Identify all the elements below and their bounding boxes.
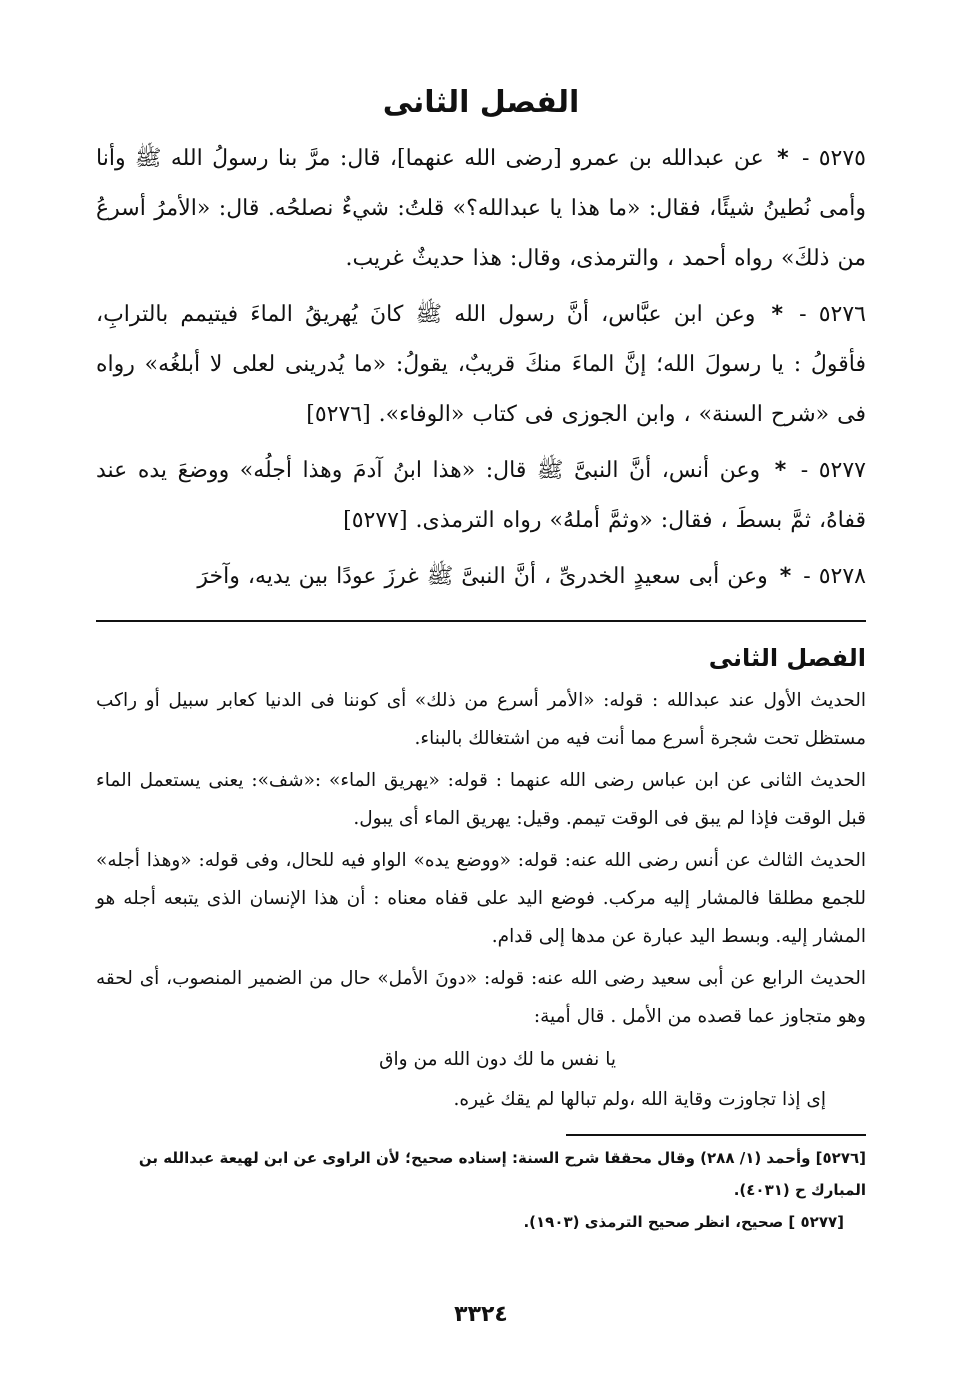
hadith-5278	[96, 552, 866, 602]
commentary-title: الفصل الثانى	[708, 644, 866, 672]
footnote-5276: [٥٢٧٦] وأحمد (١/ ٢٨٨) وقال محققا شرح السنة: إسناده صحيح؛ لأن الراوى عن ابن لهيعة عبدالله بن	[138, 1149, 866, 1167]
page-number: ٣٣٢٤	[454, 1302, 508, 1327]
hadith-star-marker: *	[779, 564, 792, 589]
hadith-5276	[96, 290, 866, 440]
commentary-paragraph: الحديث الثالث عن أنس رضى الله عنه: قوله: «ووضع يده» الواو فيه للحال، وفى قوله: «وهذا أجله» للجمع مطلقا فالمشار إليه مركب. فوضع اليد على قفاه معناه : أن هذا الإنسان الذى يتبعه أجله هو المشار إليه. وبسط اليد عبارة عن مدها إلى قدام.	[96, 850, 866, 947]
poem-explanation: إى إذا تجاوزت وقاية الله ،ولم تبالها لم يقك غيره.	[453, 1089, 826, 1110]
commentary-section	[96, 638, 866, 1120]
hadith-number: ٥٢٧٥ -	[801, 146, 866, 171]
hadith-number: ٥٢٧٦ -	[799, 302, 866, 327]
commentary-paragraph: الحديث الثانى عن ابن عباس رضى الله عنهما : قوله: «يهريق الماء» :«شف»: يعنى يستعمل الماء قبل الوقت فإذا لم يبق فى الوقت تيمم. وقيل: يهريق الماء أى يبول.	[96, 770, 866, 829]
hadith-star-marker: *	[774, 458, 787, 483]
hadith-number: ٥٢٧٧ -	[800, 458, 866, 483]
hadith-number: ٥٢٧٨ -	[803, 564, 866, 589]
poem-verse: يا نفس ما لك دون الله من واق	[379, 1049, 616, 1070]
chapter-title: الفصل الثانى	[382, 85, 580, 120]
hadith-text: وعن أنس، أنَّ النبىَّ ﷺ قال: «هذا ابنُ آدمَ وهذا أجلُه» ووضعَ يده عند قفاهُ، ثمَّ بسطَ ، فقال: «وثمَّ أملهُ» رواه الترمذى. [٥٢٧٧]	[96, 458, 866, 533]
hadith-5275	[96, 134, 866, 284]
footnote-rule	[566, 1134, 866, 1136]
commentary-paragraph: الحديث الرابع عن أبى سعيد رضى الله عنه: قوله: «دونَ الأمل» حال من الضمير المنصوب، أى لحقه وهو متجاوز عما قصده من الأمل . قال أمية:	[96, 968, 866, 1027]
hadith-star-marker: *	[777, 146, 789, 171]
hadith-list	[96, 134, 866, 602]
hadith-text: وعن أبى سعيدٍ الخدرىِّ ، أنَّ النبىَّ ﷺ غرزَ عودًا بين يديه، وآخرَ	[197, 564, 768, 589]
footnote-5277: [٥٢٧٧ ] صحيح، انظر صحيح الترمذى (١٩٠٣).	[523, 1213, 844, 1231]
hadith-text: وعن ابن عبَّاس، أنَّ رسول الله ﷺ كانَ يُهريقُ الماءَ فيتيمم بالترابِ، فأقولُ : يا رسولَ الله؛ إنَّ الماءَ منكَ قريبٌ، يقولُ: «ما يُدرينى لعلى لا أبلغُه» رواه فى «شرح السنة» ، وابن الجوزى فى كتاب «الوفاء». [٥٢٧٦]	[96, 302, 866, 427]
hadith-star-marker: *	[771, 302, 784, 327]
commentary-paragraph: الحديث الأول عند عبدالله : قوله: «الأمر أسرع من ذلك» أى كوننا فى الدنيا كعابر سبيل أو راكب مستظل تحت شجرة أسرع مما أنت فيه من اشتغالك بالبناء.	[96, 690, 866, 749]
hadith-text: عن عبدالله بن عمرو [رضى الله عنهما]، قال: مرَّ بنا رسولُ الله ﷺ وأنا وأمى نُطينُ شيئًا، فقال: «ما هذا يا عبدالله؟» قلتُ: شيءٌ نصلحُه. قال: «الأمرُ أسرعُ من ذلكَ» رواه أحمد ، والترمذى، وقال: هذا حديثٌ غريب.	[96, 146, 866, 271]
footnote-5276-continued: المبارك ح (٤٠٣١).	[733, 1181, 866, 1199]
footnotes	[96, 1142, 866, 1238]
section-divider	[96, 620, 866, 622]
hadith-5277	[96, 446, 866, 546]
